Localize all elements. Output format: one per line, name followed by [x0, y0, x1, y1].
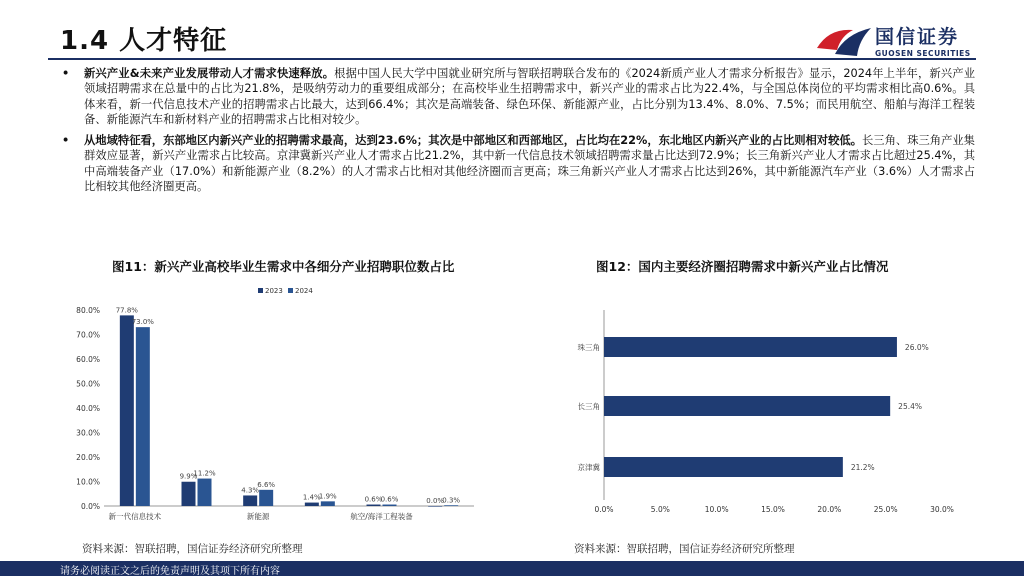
bullet-body: 长三角、珠三角产业集群效应显著，新兴产业需求占比较高。京津冀新兴产业人才需求占比21.2%，其中新一代信息技术领域招聘需求量占比达到72.9%；长三角新兴产业人才需求占比超过25.4%，其中高端装备产业（17.0%）和新能源产业（8.2%）的人才需求占比相对其他经济圈而言更高；珠三角新兴产业人才需求占比达到26%，其中新能源汽车产业（3.6%）人才需求占比相较其他经济圈更高。: [84, 134, 975, 194]
bullet-bold-lead: 新兴产业&未来产业发展带动人才需求快速释放。: [84, 67, 335, 80]
data-label: 4.3%: [241, 486, 260, 495]
figure11-source: 资料来源：智联招聘，国信证券经济研究所整理: [82, 543, 303, 555]
bar-2023: [428, 506, 442, 507]
x-tick-label: 30.0%: [930, 505, 954, 514]
bar-2023: [182, 482, 196, 506]
legend-label: 2023: [265, 287, 283, 295]
bullet-body: 根据中国人民大学中国就业研究所与智联招聘联合发布的《2024新质产业人才需求分析报告》显示，2024年上半年，新兴产业领域招聘需求在总量中的占比为21.8%，是吸纳劳动力的重要组成部分；在高校毕业生招聘需求中，新兴产业的需求占比为22.4%，与全国总体岗位的平均需求相比高0.6%。具体来看，新一代信息技术产业的招聘需求占比最大，达到66.4%；其次是高端装备、绿色环保、新能源产业，占比分别为13.4%、8.0%、7.5%；而民用航空、船舶与海洋工程装备、新能源汽车和新材料产业的招聘需求占比相对较少。: [84, 67, 975, 126]
bullet-dot: •: [62, 134, 70, 148]
x-tick-label: 新一代信息技术: [108, 512, 162, 521]
company-logo: [815, 20, 995, 62]
logo-mark-icon: [815, 20, 873, 62]
bar: [604, 337, 897, 357]
y-tick-label: 20.0%: [76, 453, 100, 462]
data-label: 1.4%: [302, 493, 321, 502]
y-tick-label: 50.0%: [76, 379, 100, 389]
y-tick-label: 60.0%: [76, 355, 100, 364]
data-label: 6.6%: [257, 480, 276, 489]
y-tick-label: 40.0%: [76, 404, 100, 413]
data-label: 0.6%: [364, 495, 383, 504]
y-tick-label: 30.0%: [76, 428, 100, 438]
bar-2023: [305, 503, 319, 506]
data-label: 25.4%: [898, 402, 923, 411]
data-label: 77.8%: [115, 306, 138, 315]
data-label: 1.9%: [318, 492, 337, 501]
data-label: 11.2%: [193, 469, 216, 478]
logo-text-en: GUOSEN SECURITIES: [875, 49, 971, 58]
y-tick-label: 80.0%: [76, 306, 100, 315]
bar-2024: [383, 505, 397, 506]
x-tick-label: 5.0%: [650, 505, 670, 514]
bar-2023: [367, 505, 381, 506]
logo-text-cn: 国信证券: [875, 26, 960, 48]
figure12-source: 资料来源：智联招聘，国信证券经济研究所整理: [574, 543, 795, 555]
x-tick-label: 25.0%: [873, 505, 898, 514]
y-tick-label: 京津冀: [577, 463, 600, 472]
figure12-chart: [560, 280, 970, 530]
footer-disclaimer: 请务必阅读正文之后的免责声明及其项下所有内容: [60, 566, 280, 577]
y-tick-label: 长三角: [577, 402, 600, 411]
bar-2024: [444, 505, 458, 506]
legend-swatch: [258, 288, 263, 293]
bar-2024: [136, 327, 150, 506]
bar-2024: [259, 490, 273, 506]
figure11-chart: [62, 280, 482, 530]
bar: [604, 396, 890, 416]
data-label: 0.0%: [426, 497, 445, 505]
data-label: 26.0%: [904, 343, 929, 352]
footer-bar: [0, 561, 1024, 576]
y-tick-label: 0.0%: [80, 502, 100, 511]
x-tick-label: 新能源: [246, 512, 270, 521]
x-tick-label: 0.0%: [594, 505, 614, 514]
bar: [604, 457, 843, 477]
data-label: 0.6%: [380, 495, 399, 504]
y-tick-label: 珠三角: [577, 343, 600, 352]
figure11-title: 图11：新兴产业高校毕业生需求中各细分产业招聘职位数占比: [112, 259, 455, 274]
bullet-item: [60, 66, 975, 127]
data-label: 0.3%: [442, 496, 461, 505]
x-tick-label: 15.0%: [761, 505, 785, 514]
title-divider: [48, 58, 976, 60]
page-title: 1.4 人才特征: [60, 26, 228, 56]
bar-2024: [321, 501, 335, 506]
x-tick-label: 20.0%: [817, 505, 842, 514]
y-tick-label: 70.0%: [76, 330, 100, 340]
bullet-item: [60, 133, 975, 194]
y-tick-label: 10.0%: [76, 477, 100, 487]
x-tick-label: 10.0%: [704, 505, 729, 514]
bullet-bold-lead: 从地域特征看，东部地区内新兴产业的招聘需求最高，达到23.6%；其次是中部地区和西部地区，占比均在22%，东北地区内新兴产业的占比则相对较低。: [84, 134, 862, 148]
data-label: 73.0%: [131, 318, 154, 327]
bullet-dot: •: [62, 67, 70, 80]
x-tick-label: 航空/海洋工程装备: [350, 512, 413, 521]
figure12-title: 图12：国内主要经济圈招聘需求中新兴产业占比情况: [596, 259, 889, 274]
bar-2024: [198, 479, 212, 506]
bar-2023: [243, 495, 257, 506]
legend-swatch: [288, 288, 293, 293]
legend-label: 2024: [295, 287, 313, 295]
bar-2023: [120, 315, 134, 506]
data-label: 21.2%: [850, 463, 875, 472]
data-label: 9.9%: [179, 472, 198, 481]
bullet-list: [60, 66, 975, 200]
